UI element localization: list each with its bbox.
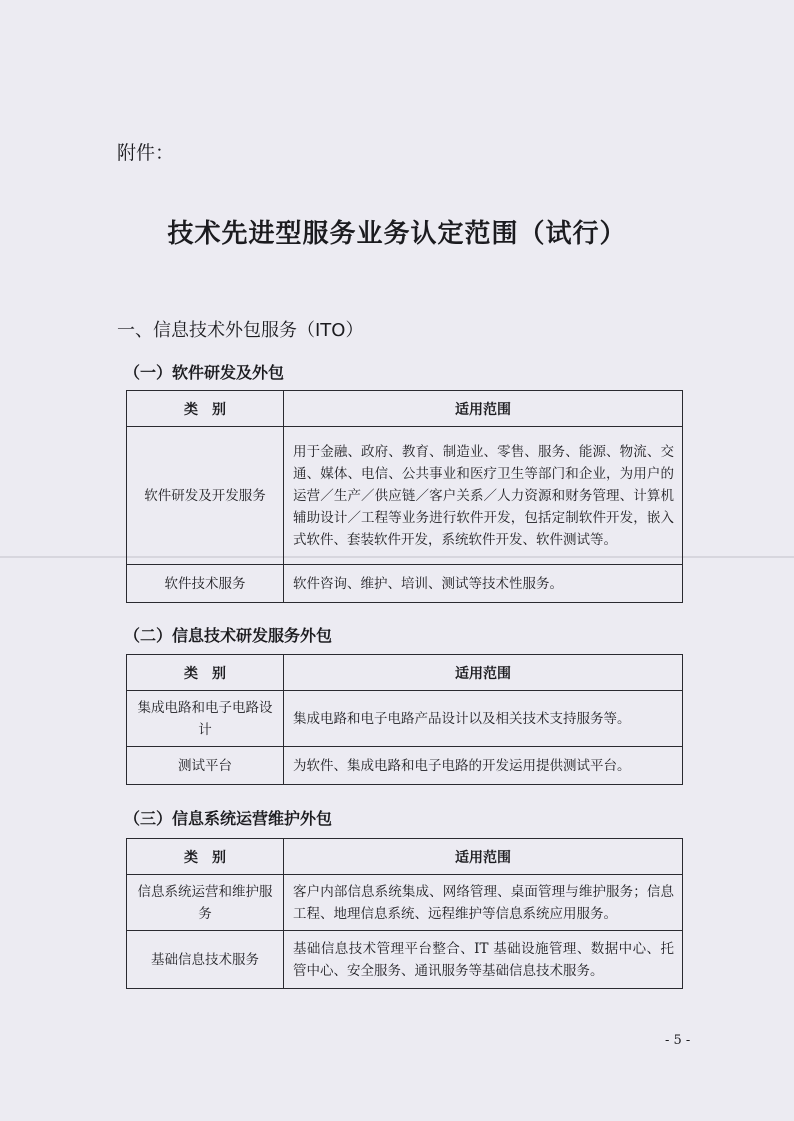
it-rd-outsourcing-table	[126, 654, 683, 785]
row-category: 基础信息技术服务	[127, 931, 284, 989]
header-category: 类 别	[127, 655, 284, 691]
header-category: 类 别	[127, 839, 284, 875]
attachment-label: 附件：	[117, 142, 175, 164]
row-scope: 用于金融、政府、教育、制造业、零售、服务、能源、物流、交通、媒体、电信、公共事业和医疗卫生等部门和企业，为用户的运营／生产／供应链／客户关系／人力资源和财务管理、计算机辅助设计／工程等业务进行软件开发，包括定制软件开发，嵌入式软件、套装软件开发，系统软件开发、软件测试等。	[284, 427, 683, 565]
row-scope: 集成电路和电子电路产品设计以及相关技术支持服务等。	[284, 691, 683, 747]
table-row	[127, 747, 683, 785]
header-scope: 适用范围	[284, 391, 683, 427]
section-heading-ito: 一、信息技术外包服务（ITO）	[117, 320, 364, 341]
table-row	[127, 691, 683, 747]
header-scope: 适用范围	[284, 655, 683, 691]
table-row	[127, 931, 683, 989]
row-category: 测试平台	[127, 747, 284, 785]
table-header-row	[127, 391, 683, 427]
subsection-heading-software: （一）软件研发及外包	[124, 363, 285, 382]
row-category: 软件研发及开发服务	[127, 427, 284, 565]
row-category: 软件技术服务	[127, 565, 284, 603]
table-row	[127, 427, 683, 565]
row-scope: 基础信息技术管理平台整合、IT 基础设施管理、数据中心、托管中心、安全服务、通讯服务等基础信息技术服务。	[284, 931, 683, 989]
row-scope: 软件咨询、维护、培训、测试等技术性服务。	[284, 565, 683, 603]
header-scope: 适用范围	[284, 839, 683, 875]
document-title: 技术先进型服务业务认定范围（试行）	[167, 219, 627, 249]
table-header-row	[127, 655, 683, 691]
subsection-heading-ops: （三）信息系统运营维护外包	[124, 809, 333, 828]
subsection-heading-rd: （二）信息技术研发服务外包	[124, 626, 333, 645]
header-category: 类 别	[127, 391, 284, 427]
table-row	[127, 565, 683, 603]
row-category: 集成电路和电子电路设计	[127, 691, 284, 747]
row-scope: 客户内部信息系统集成、网络管理、桌面管理与维护服务；信息工程、地理信息系统、远程维护等信息系统应用服务。	[284, 875, 683, 931]
it-ops-outsourcing-table	[126, 838, 683, 989]
table-row	[127, 875, 683, 931]
page-number: - 5 -	[665, 1033, 691, 1048]
software-outsourcing-table	[126, 390, 683, 603]
row-scope: 为软件、集成电路和电子电路的开发运用提供测试平台。	[284, 747, 683, 785]
row-category: 信息系统运营和维护服务	[127, 875, 284, 931]
table-header-row	[127, 839, 683, 875]
